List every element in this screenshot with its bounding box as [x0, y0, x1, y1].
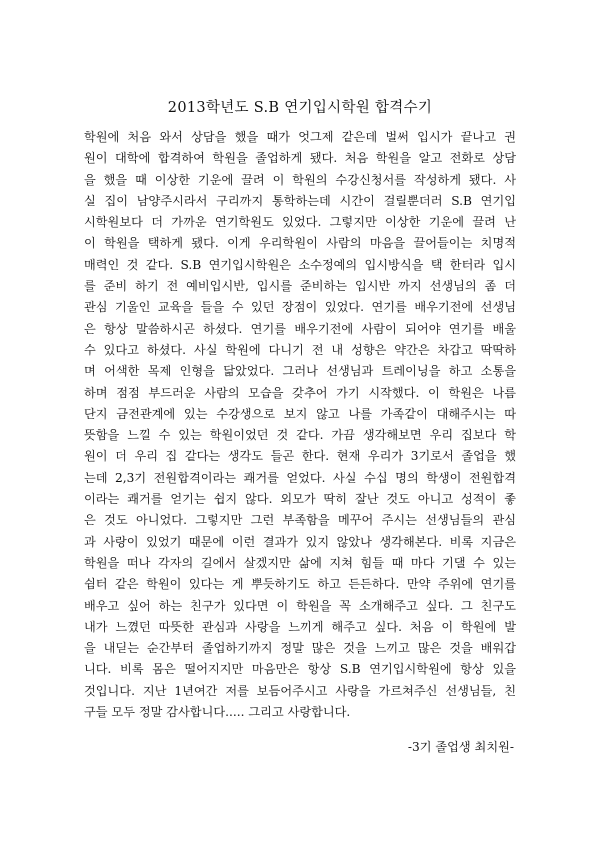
- body-line: 을 했을 때 이상한 기운에 끌려 이 학원의 수강신청서를 작성하게 됐다. 사: [84, 172, 516, 187]
- body-line: 원이 더 우리 집 같다는 생각도 들곤 한다. 현재 우리가 3기로서 졸업을 했: [84, 449, 516, 464]
- body-line: 배우고 싶어 하는 친구가 있다면 이 학원을 꼭 소개해주고 싶다. 그 친구도: [84, 598, 516, 613]
- testimonial-body: [84, 127, 516, 723]
- body-line: 것입니다. 지난 1년여간 저를 보듬어주시고 사랑을 가르쳐주신 선생님들, 친: [84, 683, 516, 698]
- body-line: 이라는 쾌거를 얻기는 쉽지 않다. 외모가 딱히 잘난 것도 아니고 성적이 좋: [84, 492, 516, 507]
- body-line: 단지 금전관계에 있는 수강생으로 보지 않고 나를 가족같이 대해주시는 따: [84, 406, 516, 421]
- body-line: 은 항상 말씀하시곤 하셨다. 연기를 배우기전에 사람이 되어야 연기를 배울: [84, 321, 516, 336]
- body-line: 학원에 처음 와서 상담을 했을 때가 엇그제 같은데 벌써 입시가 끝나고 권: [84, 130, 516, 144]
- body-line: 과 사랑이 있었기 때문에 이런 결과가 있지 않았나 생각해본다. 비록 지금은: [84, 534, 516, 549]
- author-signature: -3기 졸업생 최치원-: [407, 740, 514, 754]
- body-line: 니다. 비록 몸은 떨어지지만 마음만은 항상 S.B 연기입시학원에 항상 있을: [84, 662, 516, 677]
- body-line: 실 집이 남양주시라서 구리까지 통학하는데 시간이 걸릴뿐더러 S.B 연기입: [84, 193, 516, 208]
- body-line: 를 준비 하기 전 예비입시반, 입시를 준비하는 입시반 까지 선생님의 좀 더: [84, 279, 516, 294]
- body-line: 이 학원을 택하게 됐다. 이게 우리학원이 사람의 마음을 끌어들이는 치명적: [84, 236, 516, 251]
- document-title: 2013학년도 S.B 연기입시학원 합격수기: [167, 100, 433, 116]
- body-line: 시학원보다 더 가까운 연기학원도 있었다. 그렇지만 이상한 기운에 끌려 난: [84, 215, 516, 230]
- body-line: 원이 대학에 합격하여 학원을 졸업하게 됐다. 처음 학원을 알고 전화로 상담: [84, 151, 516, 166]
- body-line: 은 것도 아니었다. 그렇지만 그런 부족함을 메꾸어 주시는 선생님들의 관심: [84, 513, 516, 528]
- body-line: 수 있다고 하셨다. 사실 학원에 다니기 전 내 성향은 약간은 차갑고 딱딱하: [84, 342, 516, 357]
- body-line: 뜻함을 느낄 수 있는 학원이었던 것 같다. 가끔 생각해보면 우리 집보다 학: [84, 428, 516, 443]
- body-line: 하며 점점 부드러운 사람의 모습을 갖추어 가기 시작했다. 이 학원은 나름: [84, 385, 516, 400]
- body-line: 는데 2,3기 전원합격이라는 쾌거를 얻었다. 사실 수십 명의 학생이 전원합격: [84, 470, 516, 485]
- body-line-last: 구들 모두 정말 감사합니다..... 그리고 사랑합니다.: [84, 705, 351, 720]
- body-line: 매력인 것 같다. S.B 연기입시학원은 소수정예의 입시방식을 택 한터라 입시: [84, 257, 516, 272]
- body-line: 며 어색한 목제 인형을 닮았었다. 그러나 선생님과 트레이닝을 하고 소통을: [84, 364, 516, 379]
- body-line: 관심 기울인 교육을 들을 수 있던 장점이 있었다. 연기를 배우기전에 선생님: [84, 300, 516, 315]
- body-line: 학원을 떠나 각자의 길에서 살겠지만 삶에 지쳐 힘들 때 마다 기댈 수 있는: [84, 555, 516, 570]
- body-line: 쉼터 같은 학원이 있다는 게 뿌듯하기도 하고 든든하다. 만약 주위에 연기를: [84, 577, 516, 592]
- body-line: 내가 느꼈던 따뜻한 관심과 사랑을 느끼게 해주고 싶다. 처음 이 학원에 발: [84, 619, 516, 634]
- body-line: 을 내딛는 순간부터 졸업하기까지 정말 많은 것을 느끼고 많은 것을 배워갑: [84, 641, 516, 656]
